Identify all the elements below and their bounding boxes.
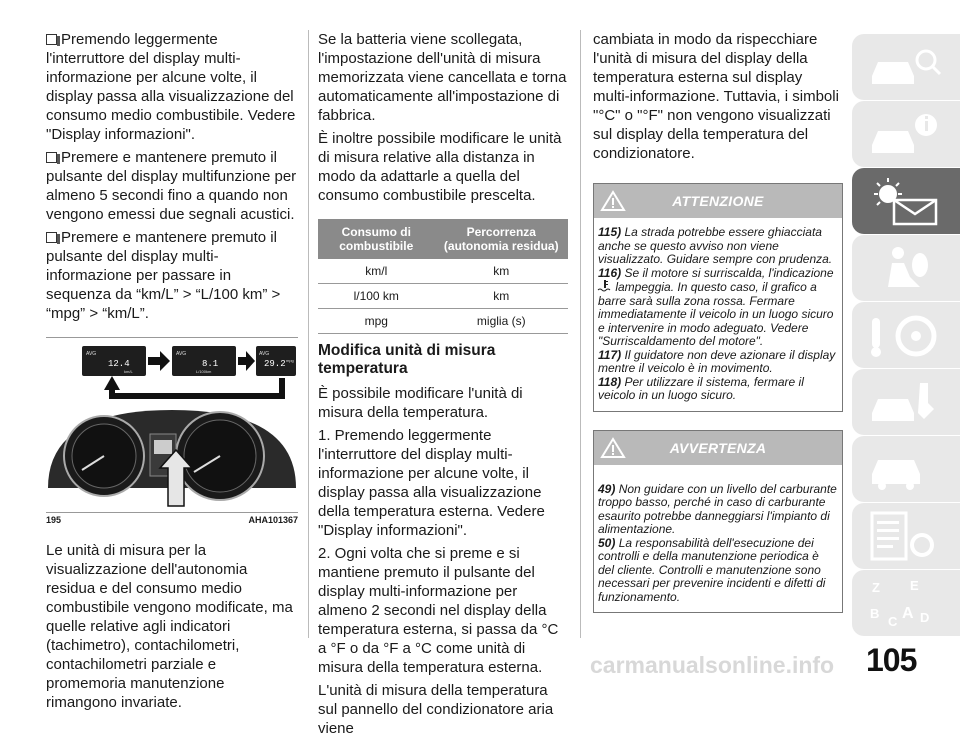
display-2	[172, 346, 236, 376]
paragraph: Se la batteria viene scollegata, l'impostazione dell'unità di misura memorizzata viene cancellata e torna automaticamente all'impostazione di fabbrica.	[318, 31, 567, 124]
paragraph: È possibile modificare l'unità di misura della temperatura.	[318, 385, 523, 421]
list-settings-icon	[864, 509, 944, 563]
instrument-cluster-figure	[46, 337, 298, 513]
car-emergency-icon	[864, 442, 944, 496]
tab-car-search[interactable]	[852, 34, 960, 100]
table-header: Consumo di combustibile	[318, 219, 435, 259]
tab-list-settings[interactable]	[852, 503, 960, 569]
paragraph: 2. Ogni volta che si preme e si mantiene premuto il pulsante del display multi-informazione per almeno 2 secondi nel display della temperatura esterna, si passa da °C a °F o da °F a °C come unità di misura della temperatura esterna.	[318, 545, 559, 676]
paragraph: È inoltre possibile modificare le unità di misura relative alla distanza in modo da adattarle a quella del consumo combustibile prescelta.	[318, 130, 562, 204]
figure-caption	[46, 513, 298, 525]
section-heading: Modifica unità di misura temperatura	[318, 342, 496, 377]
svg-text:8.1: 8.1	[202, 359, 219, 369]
paragraph: Le unità di misura per la visualizzazione dell'autonomia residua e del consumo medio combustibile vengono modificate, ma quelle relative agli indicatori (tachimetro), contachilometri, contachilometri parziale e promemoria manutenzione rimangono invariate.	[46, 542, 293, 711]
tab-steering-key[interactable]	[852, 302, 960, 368]
bullet-icon	[46, 152, 57, 163]
svg-text:C: C	[888, 614, 898, 629]
car-tools-icon	[864, 375, 944, 429]
column-2	[318, 30, 568, 740]
figure-number: 195	[46, 515, 62, 525]
tab-car-info[interactable]	[852, 101, 960, 167]
car-search-icon	[864, 40, 944, 94]
attention-body	[594, 218, 842, 411]
display-3	[256, 346, 296, 376]
warning-triangle-icon	[600, 190, 626, 212]
cluster-illustration	[46, 338, 298, 514]
warning-title: AVVERTENZA	[669, 439, 767, 456]
loop-arrow-icon	[104, 376, 282, 396]
table-row: l/100 km km	[318, 284, 568, 309]
paragraph: L'unità di misura della temperatura sul pannello del condizionatore aria viene	[318, 682, 554, 737]
bullet-icon	[46, 232, 57, 243]
note-item: 116) Se il motore si surriscalda, l'indicazione lampeggia. In questo caso, il grafico a barre sarà sulla zona rossa. Fermare immediatamente il veicolo in un luogo sicuro e intervenire in modo adeguato. Vedere "Surriscaldamento del motore".	[598, 265, 834, 348]
warning-triangle-icon	[600, 437, 626, 459]
svg-text:12.4: 12.4	[108, 359, 130, 369]
column-3	[593, 30, 843, 613]
coolant-temperature-icon	[598, 280, 612, 292]
note-item: 118) Per utilizzare il sistema, fermare il veicolo in un luogo sicuro.	[598, 374, 804, 402]
dashboard-lights-icon	[864, 174, 944, 228]
note-item: 117) Il guidatore non deve azionare il display mentre il veicolo è in movimento.	[598, 347, 836, 375]
svg-text:Z: Z	[872, 580, 880, 595]
alphabet-index-icon	[864, 576, 944, 630]
svg-text:AVG: AVG	[176, 351, 187, 357]
watermark: carmanualsonline.info	[590, 652, 835, 678]
note-item: 115) La strada potrebbe essere ghiacciata anche se questo avviso non viene visualizzato. Guidare sempre con prudenza.	[598, 225, 833, 266]
attention-box	[593, 183, 843, 412]
table-header: Percorrenza (autonomia residua)	[435, 219, 568, 259]
column-divider	[308, 30, 309, 638]
note-item: 50) La responsabilità dell'esecuzione dei controlli e della manutenzione periodica è del cliente. Controlli e manutenzione sono necessari per prevenire incidenti e difetti di funzionamento.	[598, 535, 826, 604]
svg-text:D: D	[920, 610, 930, 625]
svg-text:E: E	[910, 578, 919, 593]
paragraph: Premere e mantenere premuto il pulsante del display multi-informazione per passare in sequenza da “km/L” > “L/100 km” > “mpg” > “km/L”.	[46, 229, 281, 322]
table-row: mpg miglia (s)	[318, 309, 568, 334]
page-number: 105	[866, 642, 917, 678]
attention-title: ATTENZIONE	[672, 193, 764, 209]
svg-text:mpg: mpg	[286, 358, 294, 363]
paragraph: Premere e mantenere premuto il pulsante del display multifunzione per almeno 5 secondi fino a quando non vengono emessi due segnali acustici.	[46, 149, 297, 223]
svg-text:AVG: AVG	[86, 351, 97, 357]
note-item: 49) Non guidare con un livello del carburante troppo basso, perché in caso di carburante esaurito potrebbe danneggiarsi l'impianto di alimentazione.	[598, 481, 837, 536]
warning-box	[593, 430, 843, 614]
steering-key-icon	[864, 308, 944, 362]
svg-text:29.2: 29.2	[264, 359, 286, 369]
warning-body	[594, 465, 842, 613]
column-1	[46, 30, 298, 714]
car-info-icon	[864, 107, 944, 161]
paragraph: cambiata in modo da rispecchiare l'unità di misura del display della temperatura esterna sul display multi-informazione. Tuttavia, i simboli "°C" o "°F" non vengono visualizzati sul display della temperatura del condizionatore.	[593, 31, 839, 162]
svg-text:AVG: AVG	[259, 351, 270, 357]
tab-car-tools[interactable]	[852, 369, 960, 435]
tab-dashboard-lights[interactable]	[852, 168, 960, 234]
svg-text:km/L: km/L	[124, 369, 133, 374]
attention-header	[594, 184, 842, 218]
svg-text:L/100km: L/100km	[196, 369, 212, 374]
svg-text:A: A	[902, 605, 914, 622]
airbag-icon	[864, 241, 944, 295]
units-table	[318, 219, 568, 334]
display-1	[82, 346, 146, 376]
tab-airbag[interactable]	[852, 235, 960, 301]
bullet-icon	[46, 34, 57, 45]
column-divider	[580, 30, 581, 638]
table-row: km/l km	[318, 259, 568, 284]
figure-code: AHA101367	[248, 515, 298, 525]
warning-header	[594, 431, 842, 465]
paragraph: 1. Premendo leggermente l'interruttore del display multi-informazione per alcune volte, il display passa alla visualizzazione della temperatura esterna. Vedere "Display informazioni".	[318, 427, 545, 539]
tab-car-emergency[interactable]	[852, 436, 960, 502]
paragraph: Premendo leggermente l'interruttore del display multi-informazione per alcune volte, il display passa alla visualizzazione del consumo medio combustibile. Vedere "Display informazioni".	[46, 31, 296, 143]
svg-text:B: B	[870, 606, 880, 621]
tab-alphabet-index[interactable]	[852, 570, 960, 636]
